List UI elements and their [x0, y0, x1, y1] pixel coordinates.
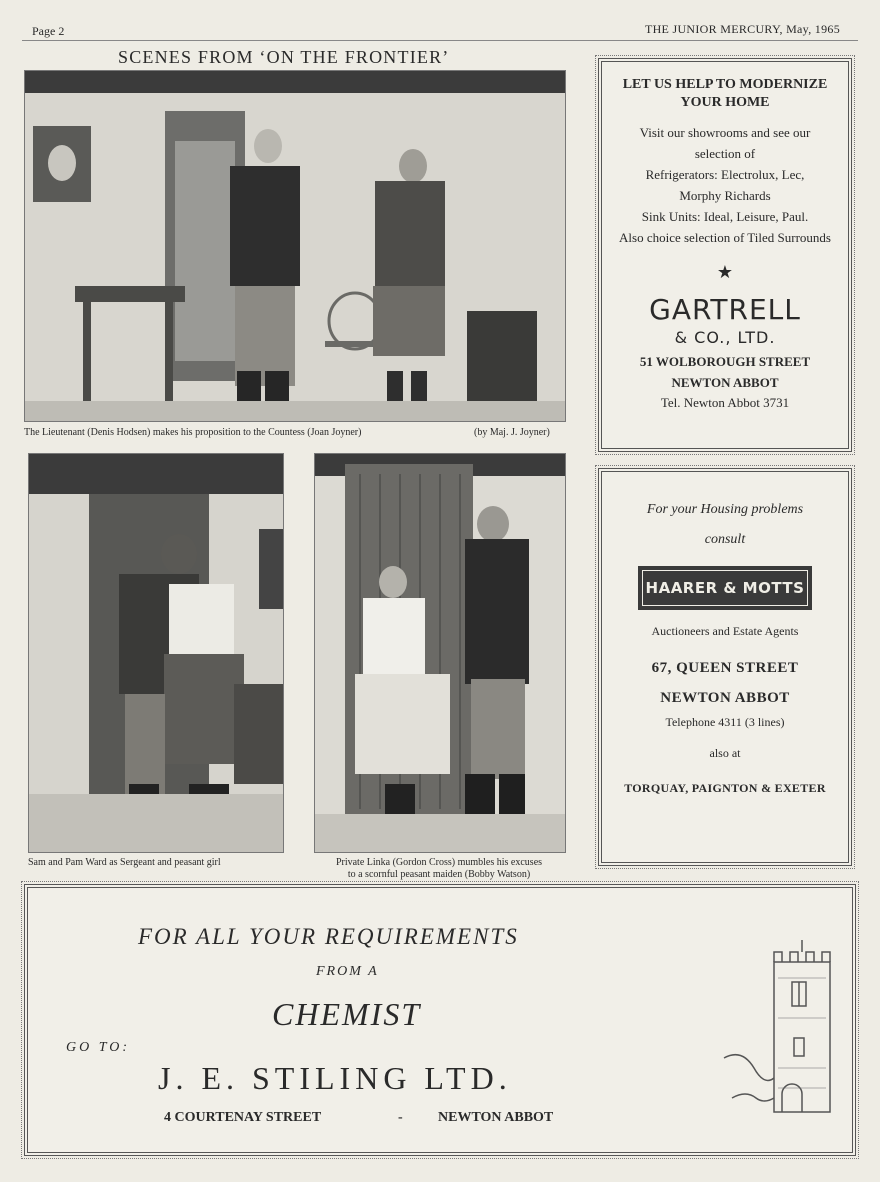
haarer-also-at: also at — [709, 746, 741, 760]
haarer-consult: consult — [704, 532, 746, 547]
chemist-line3: CHEMIST — [272, 996, 422, 1032]
church-tower-illustration — [722, 938, 842, 1118]
haarer-motts-advert — [598, 468, 852, 866]
chemist-street: 4 COURTENAY STREET — [164, 1110, 322, 1125]
gartrell-body-line6: Also choice selection of Tiled Surrounds — [619, 230, 831, 245]
haarer-address-town: NEWTON ABBOT — [660, 690, 790, 706]
chemist-line1: FOR ALL YOUR REQUIREMENTS — [138, 924, 519, 949]
stiling-chemist-advert — [24, 884, 856, 1156]
header-rule — [22, 40, 858, 41]
haarer-branch-towns: TORQUAY, PAIGNTON & EXETER — [624, 781, 826, 795]
gartrell-advert — [598, 58, 852, 452]
chemist-separator: - — [398, 1110, 403, 1125]
gartrell-headline-line2: YOUR HOME — [680, 95, 770, 110]
gartrell-telephone: Tel. Newton Abbot 3731 — [660, 395, 790, 410]
gartrell-company-name: GARTRELL — [649, 293, 801, 326]
gartrell-body-line3: Refrigerators: Electrolux, Lec, — [645, 167, 805, 182]
bottom-right-caption-line1: Private Linka (Gordon Cross) mumbles his excuses — [335, 857, 543, 868]
gartrell-headline-line1: LET US HELP TO MODERNIZE — [622, 77, 828, 92]
gartrell-company-suffix: & CO., LTD. — [674, 328, 776, 347]
top-photo-caption: The Lieutenant (Denis Hodsen) makes his proposition to the Countess (Joan Joyner) — [24, 427, 362, 438]
haarer-telephone: Telephone 4311 (3 lines) — [665, 715, 785, 729]
gartrell-body-line2: selection of — [694, 146, 756, 161]
chemist-company-name: J. E. STILING LTD. — [158, 1060, 512, 1096]
bottom-right-caption-line2: to a scornful peasant maiden (Bobby Watson) — [347, 869, 531, 880]
bottom-right-caption — [316, 857, 562, 881]
stage-photo-private-linka — [314, 453, 566, 853]
chemist-line4: GO TO: — [66, 1040, 131, 1055]
section-title: SCENES FROM ‘ON THE FRONTIER’ — [118, 47, 450, 67]
haarer-intro: For your Housing problems — [646, 502, 804, 517]
haarer-subtitle: Auctioneers and Estate Agents — [651, 624, 799, 638]
haarer-address — [612, 653, 838, 713]
gartrell-body-line4: Morphy Richards — [679, 188, 771, 203]
star-icon: ★ — [716, 262, 734, 282]
gartrell-body-line1: Visit our showrooms and see our — [639, 125, 811, 140]
chemist-line2: FROM A — [316, 964, 379, 979]
top-photo-credit: (by Maj. J. Joyner) — [474, 427, 550, 438]
chemist-town: NEWTON ABBOT — [438, 1110, 554, 1125]
haarer-address-street: 67, QUEEN STREET — [651, 660, 799, 676]
stage-photo-sergeant-peasant-girl — [28, 453, 284, 853]
gartrell-address-town: NEWTON ABBOT — [671, 375, 779, 390]
gartrell-body — [612, 122, 838, 248]
bottom-left-caption: Sam and Pam Ward as Sergeant and peasant girl — [28, 857, 221, 868]
gartrell-address — [612, 351, 838, 393]
page-number: Page 2 — [32, 24, 65, 38]
stage-photo-lieutenant-countess — [24, 70, 566, 422]
haarer-motts-logo: HAARER & MOTTS — [638, 566, 812, 610]
gartrell-address-street: 51 WOLBOROUGH STREET — [639, 354, 811, 369]
gartrell-body-line5: Sink Units: Ideal, Leisure, Paul. — [641, 209, 809, 224]
masthead: THE JUNIOR MERCURY, May, 1965 — [644, 22, 840, 36]
